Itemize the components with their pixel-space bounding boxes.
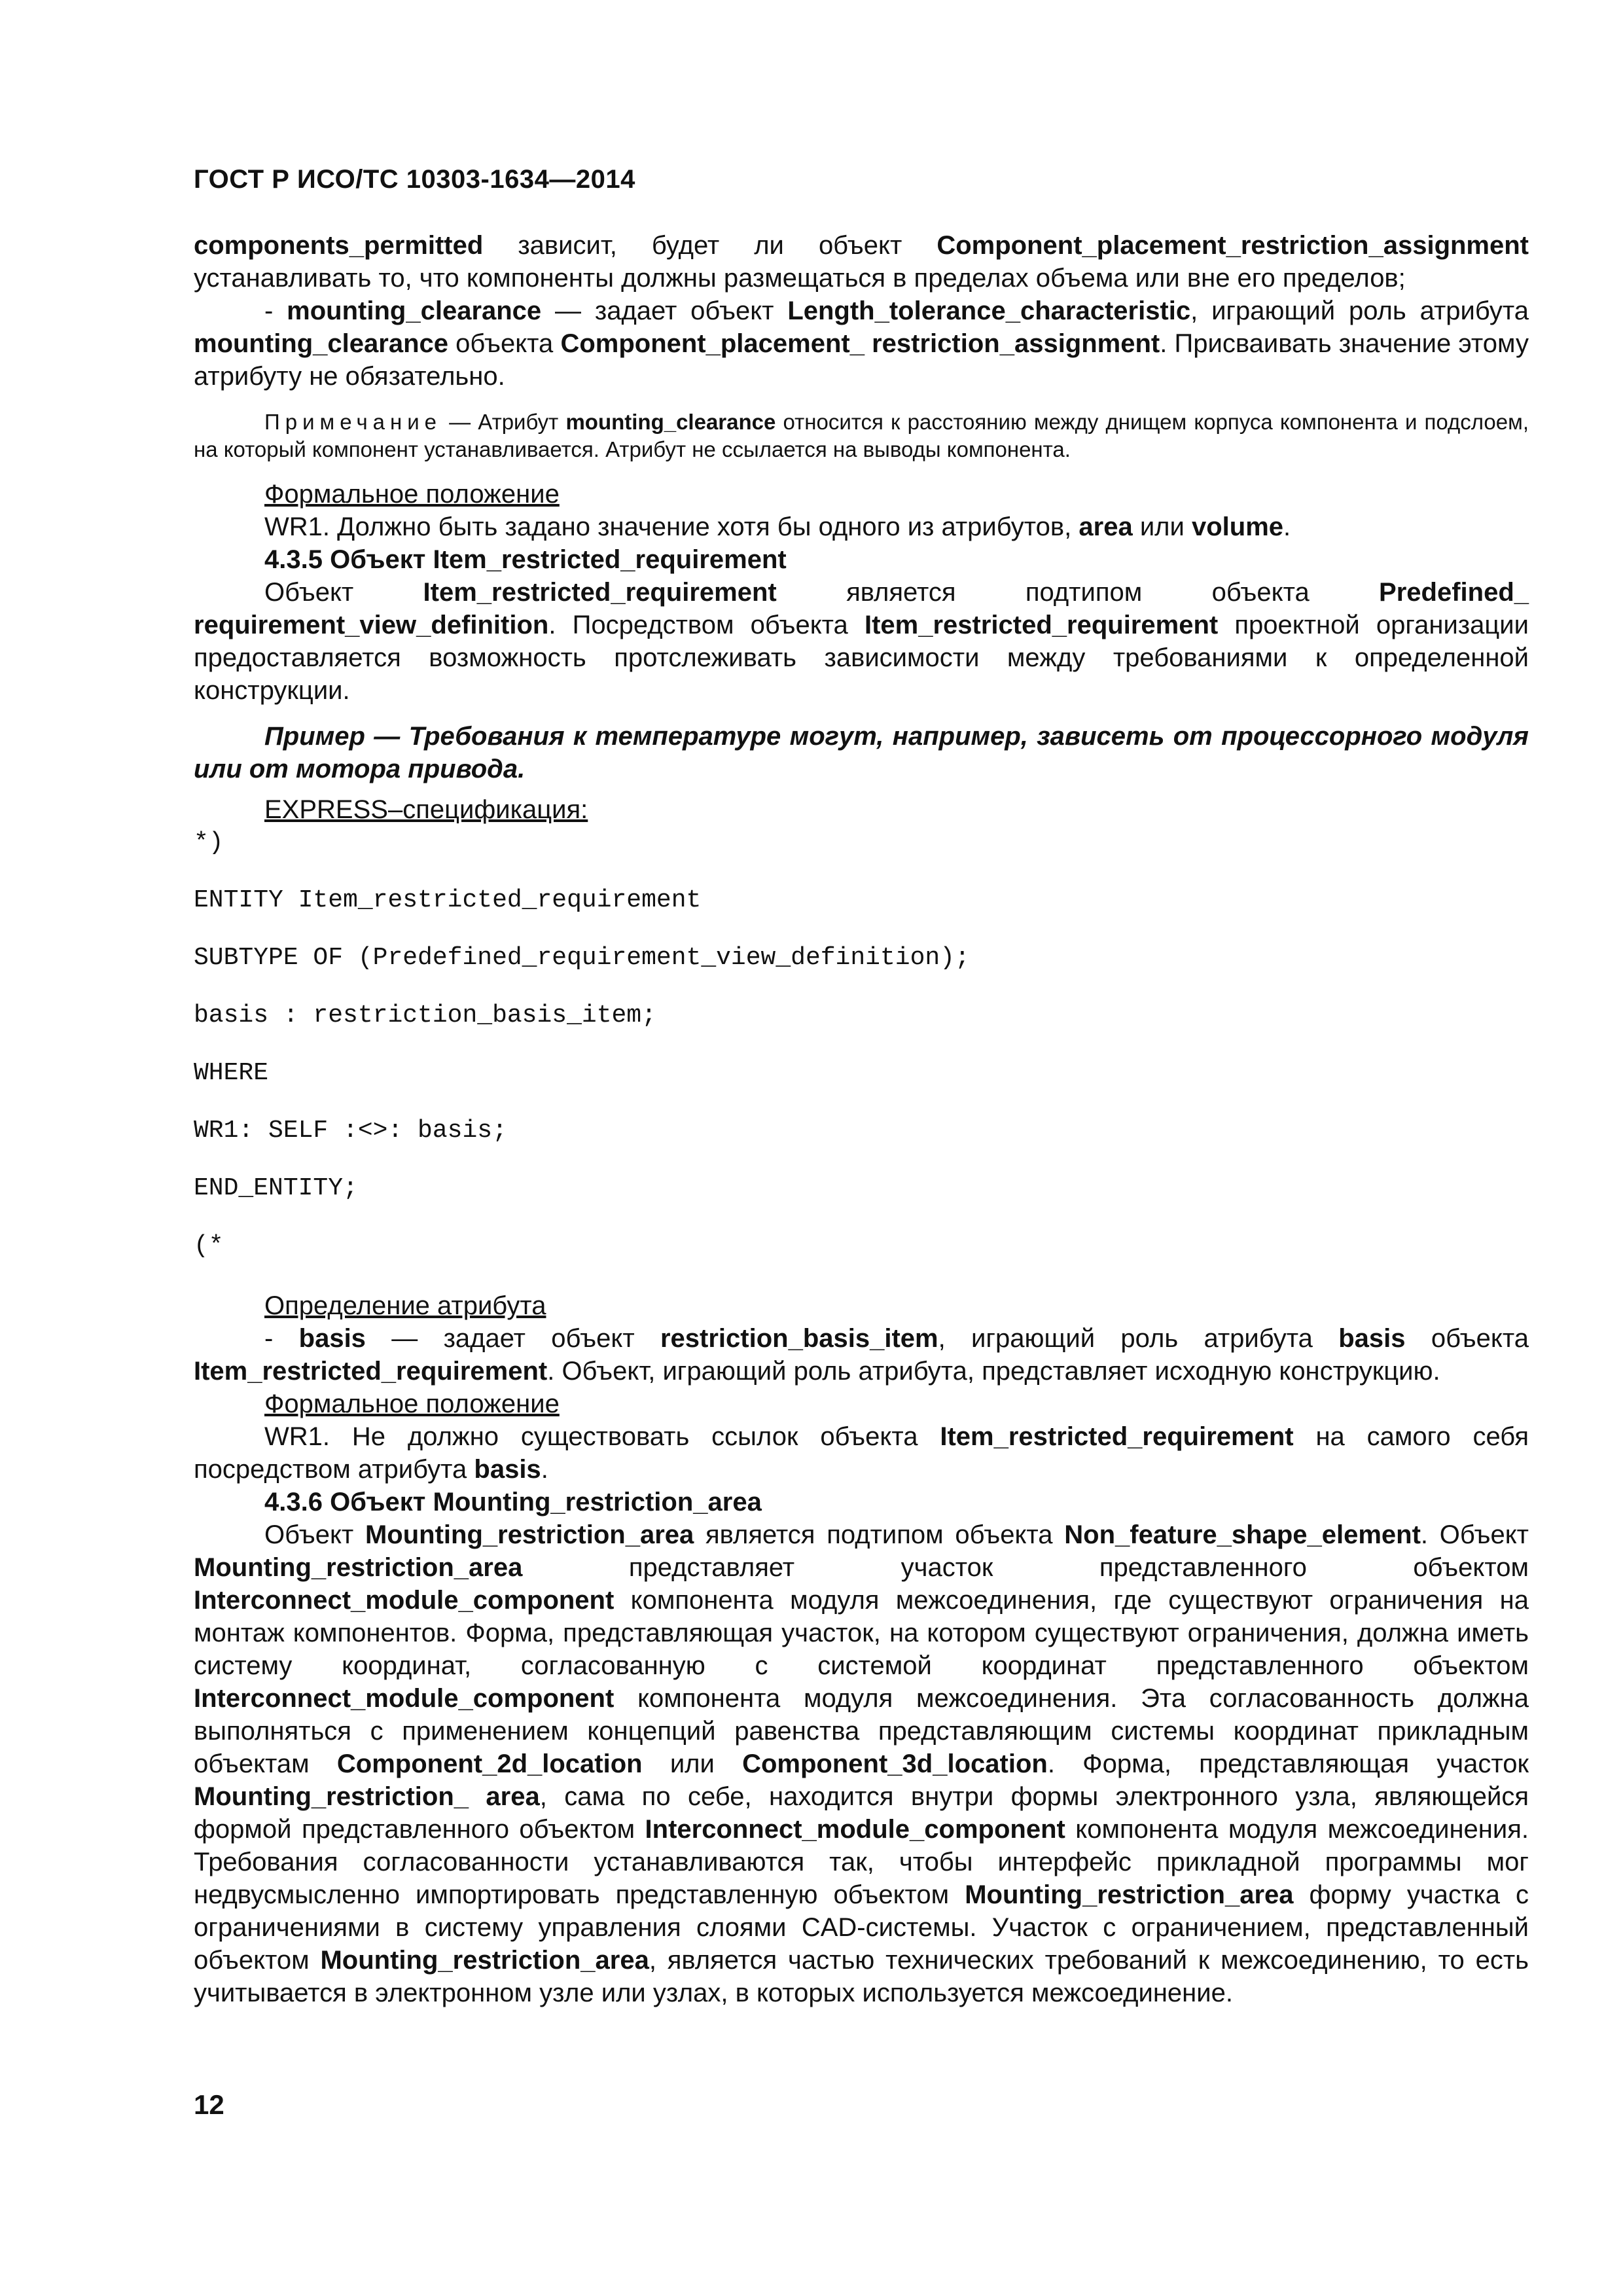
- attribute-definition: Определение атрибута - basis — задает объект restriction_basis_item, играющий роль атрибута basis объекта Item_restricted_requirement. Объект, играющий роль атрибута, представляет исходную конструкцию. Формальное положение WR1. Не должно существовать ссылок объекта Item_restricted_requirement на самого себя посредством атрибута basis. 4.3.6 Объект Mounting_restriction_area Объект Mounting_restriction_area является подтипом объекта Non_feature_shape_element. Объект Mounting_restriction_area представляет участок представленного объектом Interconnect_module_component компонента модуля межсоединения, где существуют ограничения на монтаж компонентов. Форма, представляющая участок, на котором существуют ограничения, должна иметь систему координат, согласованную с системой координат представленного объектом Interconnect_module_component компонента модуля межсоединения. Эта согласованность должна выполняться с применением концепций равенства представляющим системы координат прикладным объектам Component_2d_location или Component_3d_location. Форма, представляющая участок Mounting_restriction_ area, сама по себе, находится внутри формы электронного узла, являющейся формой представленного объектом Interconnect_module_component компонента модуля межсоединения. Требования согласованности устанавливаются так, чтобы интерфейс прикладной программы мог недвусмысленно импортировать представленную объектом Mounting_restriction_area форму участка с ограничениями в систему управления слоями CAD-системы. Участок с ограничением, представленный объектом Mounting_restriction_area, является частью технических требований к межсоединению, то есть учитывается в электронном узле или узлах, в которых используется межсоединение.: [194, 1289, 1529, 2009]
- formal-heading-2: Формальное положение: [264, 1390, 560, 1418]
- attribute-heading: Определение атрибута: [264, 1291, 546, 1320]
- example-block: Пример — Требования к температуре могут, например, зависеть от процессорного модуля или от мотора привода.: [194, 722, 1529, 783]
- section-heading-4-3-5: 4.3.5 Объект Item_restricted_requirement: [264, 545, 787, 574]
- paragraph-mounting-clearance: - mounting_clearance — задает объект Length_tolerance_characteristic, играющий роль атрибута mounting_clearance объекта Component_placement_ restriction_assignment. Присваивать значение этому атрибуту не обязательно.: [194, 296, 1529, 391]
- note-block: Примечание — Атрибут mounting_clearance относится к расстоянию между днищем корпуса компонента и подслоем, на который компонент устанавливается. Атрибут не ссылается на выводы компонента.: [194, 410, 1529, 461]
- code-line: SUBTYPE OF (Predefined_requirement_view_definition);: [194, 944, 970, 972]
- section-4-3-6-text: Объект Mounting_restriction_area является подтипом объекта Non_feature_shape_element. Объект Mounting_restriction_area представляет участок представленного объектом Interconnect_module_component компонента модуля межсоединения, где существуют ограничения на монтаж компонентов. Форма, представляющая участок, на котором существуют ограничения, должна иметь систему координат, согласованную с системой координат представленного объектом Interconnect_module_component компонента модуля межсоединения. Эта согласованность должна выполняться с применением концепций равенства представляющим системы координат прикладным объектам Component_2d_location или Component_3d_location. Форма, представляющая участок Mounting_restriction_ area, сама по себе, находится внутри формы электронного узла, являющейся формой представленного объектом Interconnect_module_component компонента модуля межсоединения. Требования согласованности устанавливаются так, чтобы интерфейс прикладной программы мог недвусмысленно импортировать представленную объектом Mounting_restriction_area форму участка с ограничениями в систему управления слоями CAD-системы. Участок с ограничением, представленный объектом Mounting_restriction_area, является частью технических требований к межсоединению, то есть учитывается в электронном узле или узлах, в которых используется межсоединение.: [194, 1520, 1529, 2007]
- code-line: ENTITY Item_restricted_requirement: [194, 886, 702, 914]
- document-header: ГОСТ Р ИСО/ТС 10303-1634—2014: [194, 165, 635, 194]
- section-4-3-5-text: Объект Item_restricted_requirement является подтипом объекта Predefined_ requirement_view_definition. Посредством объекта Item_restricted_requirement проектной организации предоставляется возможность протслеживать зависимости между требованиями к определенной конструкции.: [194, 578, 1529, 705]
- code-line: (*: [194, 1232, 224, 1260]
- section-heading-4-3-6: 4.3.6 Объект Mounting_restriction_area: [264, 1488, 762, 1516]
- page-number: 12: [194, 2089, 224, 2120]
- formal-heading-1: Формальное положение: [264, 480, 560, 509]
- paragraph-components-permitted: components_permitted зависит, будет ли объект Component_placement_restriction_assignment устанавливать то, что компоненты должны размещаться в пределах объема или вне его пределов; - mounting_clearance — задает объект Length_tolerance_characteristic, играющий роль атрибута mounting_clearance объекта Component_placement_ restriction_assignment. Присваивать значение этому атрибуту не обязательно.: [194, 229, 1529, 393]
- code-line: basis : restriction_basis_item;: [194, 1001, 656, 1030]
- note-label: Примечание: [264, 410, 442, 434]
- formal-statement-1: Формальное положение WR1. Должно быть задано значение хотя бы одного из атрибутов, area или volume. 4.3.5 Объект Item_restricted_requirement Объект Item_restricted_requirement является подтипом объекта Predefined_ requirement_view_definition. Посредством объекта Item_restricted_requirement проектной организации предоставляется возможность протслеживать зависимости между требованиями к определенной конструкции.: [194, 478, 1529, 707]
- express-heading: EXPRESS–спецификация:: [264, 795, 588, 824]
- code-line: END_ENTITY;: [194, 1174, 358, 1202]
- code-line: *): [194, 829, 224, 857]
- express-heading-block: [194, 793, 1529, 826]
- code-line: WR1: SELF :<>: basis;: [194, 1117, 507, 1145]
- code-line: WHERE: [194, 1059, 269, 1087]
